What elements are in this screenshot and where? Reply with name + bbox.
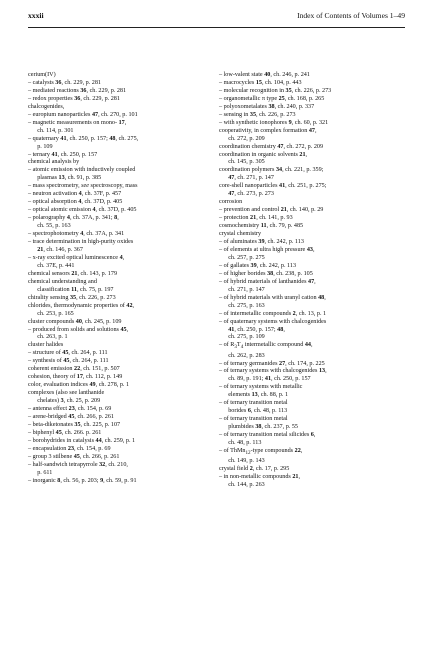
index-entry: ch. 37E, p. 441 (28, 262, 75, 269)
index-entry: – low-valent state 40, ch. 246, p. 241 (219, 72, 310, 78)
index-entry: – of ternary systems with chalcogenides 13, (219, 368, 327, 375)
page-number: xxxii (28, 11, 44, 20)
index-entry: plumbides 38, ch. 237, p. 55 (219, 424, 298, 431)
index-entry: – of gallates 39, ch. 242, p. 113 (219, 262, 297, 269)
index-entry: – of ternary systems with metallic (219, 384, 303, 391)
index-entry: – half-sandwich tetrapyrrole 32, ch. 210, (28, 461, 128, 468)
index-entry: – encapsulation 23, ch. 154, p. 69 (28, 445, 111, 452)
index-entry: cohesion, theory of 17, ch. 112, p. 149 (28, 374, 123, 381)
index-entry: ch. 263, p. 1 (28, 334, 68, 341)
index-entry: – of ternary transition metal (219, 400, 288, 407)
index-entry: – quaternary 41, ch. 250, p. 157; 48, ch. 275, (28, 135, 139, 142)
index-entry: ch. 144, p. 263 (219, 482, 265, 489)
index-entry: – group 3 stilbene 45, ch. 266, p. 261 (28, 453, 120, 460)
index-entry: – of $R_3T_4$ intermetallic compound 44, (219, 342, 313, 351)
index-entry: – of higher borides 38, ch. 238, p. 105 (219, 270, 313, 277)
index-entry: ch. 272, p. 209 (219, 135, 265, 142)
index-entry: – ternary 41, ch. 250, p. 157 (28, 151, 98, 158)
index-entry: – organometallic π type 25, ch. 168, p. 265 (219, 95, 325, 102)
index-entry: – catalysts 36, ch. 229, p. 281 (28, 79, 102, 86)
running-head: Index of Contents of Volumes 1–49 (297, 11, 405, 20)
index-entry: – synthesis of 45, ch. 264, p. 111 (28, 358, 109, 365)
index-entry: – spectrophotometry 4, ch. 37A, p. 341 (28, 231, 125, 238)
index-entry: – of quaternary systems with chalcogenides (219, 318, 327, 325)
index-column-right (219, 72, 411, 490)
index-entry: ch. 271, p. 147 (219, 286, 265, 293)
index-entry: – europium nanoparticles 47, ch. 270, p. 101 (28, 111, 138, 118)
index-entry: – macrocycles 15, ch. 104, p. 443 (219, 79, 302, 86)
index-entry: – in non-metallic compounds 21, (219, 474, 301, 481)
index-entry: chemical analysis by (28, 159, 80, 166)
index-entry: coordination chemistry 47, ch. 272, p. 209 (219, 143, 324, 150)
index-entry: chemical understanding and (28, 278, 97, 285)
index-entry: 47, ch. 273, p. 273 (228, 191, 274, 198)
index-entry: cluster compounds 40, ch. 245, p. 109 (28, 318, 122, 325)
index-entry: chemical sensors 21, ch. 143, p. 179 (28, 270, 118, 277)
index-entry: ch. 145, p. 305 (219, 159, 265, 166)
index-entry: coherent emission 22, ch. 151, p. 507 (28, 366, 120, 373)
index-entry: – mediated reactions 36, ch. 229, p. 281 (28, 87, 127, 94)
page-header (28, 11, 405, 23)
index-entry: crystal field 2, ch. 17, p. 295 (219, 466, 290, 473)
index-entry: – protection 21, ch. 141, p. 93 (219, 215, 293, 222)
index-entry: core-shell nanoparticles 41, ch. 251, p. 275; (219, 183, 327, 190)
index-entry: cooperativity, in complex formation 47, (219, 127, 317, 134)
index-entry: p. 611 (28, 469, 53, 476)
index-entry: – borohydrides in catalysis 44, ch. 259, p. 1 (28, 437, 136, 444)
index-entry: – biphenyl 45, ch. 266. p. 261 (28, 429, 102, 436)
index-entry: ch. 149, p. 143 (219, 458, 265, 465)
index-entry: – of ternary germanides 27, ch. 174, p. 225 (219, 360, 325, 367)
index-entry: 47, ch. 271, p. 147 (228, 175, 274, 182)
index-entry: p. 109 (28, 143, 53, 150)
index-entry: – of elements at ultra high pressure 43, (219, 246, 315, 253)
index-entry: – of ternary transition metal silicides 6, (219, 432, 316, 439)
index-entry: – polarography 4, ch. 37A, p. 341; 8, (28, 215, 119, 222)
index-entry: ch. 275, p. 163 (219, 302, 265, 309)
index-entry: – of hybrid materials with uranyl cation 48, (219, 294, 326, 301)
index-entry: ch. 55, p. 163 (28, 223, 71, 230)
index-entry: ch. 114, p. 301 (28, 127, 74, 134)
index-entry: – trace determination in high-purity oxides (28, 239, 134, 246)
index-entry: cerium(IV) (28, 72, 56, 78)
index-entry: – structure of 45, ch. 264, p. 111 (28, 350, 108, 357)
index-entry: – arene-bridged 45, ch. 266, p. 261 (28, 413, 114, 420)
index-entry: chlorides, thermodynamic properties of 42, (28, 302, 135, 309)
index-entry: chirality sensing 35, ch. 226, p. 273 (28, 294, 116, 301)
index-entry: – x-ray excited optical luminescence 4, (28, 254, 125, 261)
index-entry: – of intermetallic compounds 2, ch. 13, p. 1 (219, 310, 327, 317)
index-entry: – neutron activation 4, ch. 37F, p. 457 (28, 191, 122, 198)
index-entry: chalcogenides, (28, 103, 65, 110)
index-entry: ch. 257, p. 275 (219, 254, 265, 261)
index-entry: coordination polymers 34, ch. 221, p. 359; (219, 167, 324, 174)
index-entry: corrosion (219, 199, 243, 206)
index-entry: – mass spectrometry, see spectroscopy, mass (28, 183, 138, 190)
index-entry: coordination in organic solvents 21, (219, 151, 308, 158)
index-entry: – inorganic 8, ch. 56, p. 203; 9, ch. 59, p. 91 (28, 477, 137, 484)
index-entry: complexes (also see lanthanide (28, 390, 105, 397)
index-entry: – molecular recognition in 35, ch. 226, p. 273 (219, 87, 332, 94)
index-entry: crystal chemistry (219, 231, 262, 238)
index-entry: – optical atomic emission 4, ch. 37D, p. 405 (28, 207, 137, 214)
index-entry: – magnetic measurements on mono- 17, (28, 119, 127, 126)
index-entry: ch. 262, p. 283 (219, 352, 265, 359)
index-entry: 41, ch. 250, p. 157; 48, (228, 326, 285, 333)
index-entry: – of ThMn$_{12}$-type compounds 22, (219, 448, 303, 457)
index-entry: – of ternary transition metal (219, 416, 288, 423)
index-entry: borides 6, ch. 48, p. 113 (219, 408, 288, 415)
index-entry: – polyoxometalates 38, ch. 240, p. 337 (219, 103, 315, 110)
index-entry: – prevention and control 21, ch. 140, p. 29 (219, 207, 324, 214)
index-entry: classification 11, ch. 75, p. 197 (28, 286, 114, 293)
index-entry: ch. 253, p. 165 (28, 310, 74, 317)
index-entry: cosmochemistry 11, ch. 79, p. 485 (219, 223, 304, 230)
index-entry: color, evaluation indices 49, ch. 278, p. 1 (28, 382, 130, 389)
index-entry: – optical absorption 4, ch. 37D, p. 405 (28, 199, 123, 206)
index-entry: – redox properties 36, ch. 229, p. 281 (28, 95, 120, 102)
index-entry: – with synthetic ionophores 9, ch. 60, p. 321 (219, 119, 329, 126)
index-entry: – antenna effect 23, ch. 154, p. 69 (28, 406, 112, 413)
index-entry: chelates) 3, ch. 25, p. 209 (28, 398, 101, 405)
index-entry: cluster halides (28, 342, 64, 349)
index-entry: ch. 48, p. 113 (219, 440, 262, 447)
index-entry: – produced from solids and solutions 45, (28, 326, 129, 333)
header-rule (28, 27, 405, 28)
index-entry: – sensing in 35, ch. 226, p. 273 (219, 111, 296, 118)
index-entry: – of aluminates 39, ch. 242, p. 113 (219, 239, 304, 246)
index-entry: – atomic emission with inductively coupled (28, 167, 136, 174)
index-column-left (28, 72, 220, 486)
index-entry: ch. 275, p. 109 (219, 334, 265, 341)
index-entry: plasmas 13, ch. 91, p. 385 (28, 175, 102, 182)
index-entry: 21, ch. 146, p. 367 (37, 246, 83, 253)
index-entry: elements 13, ch. 88, p. 1 (219, 392, 289, 399)
index-entry: ch. 89, p. 191; 41, ch. 250, p. 157 (219, 376, 311, 383)
index-entry: – beta-diketonates 35, ch. 225, p. 107 (28, 421, 121, 428)
index-entry: – of hybrid materials of lanthanides 47, (219, 278, 316, 285)
